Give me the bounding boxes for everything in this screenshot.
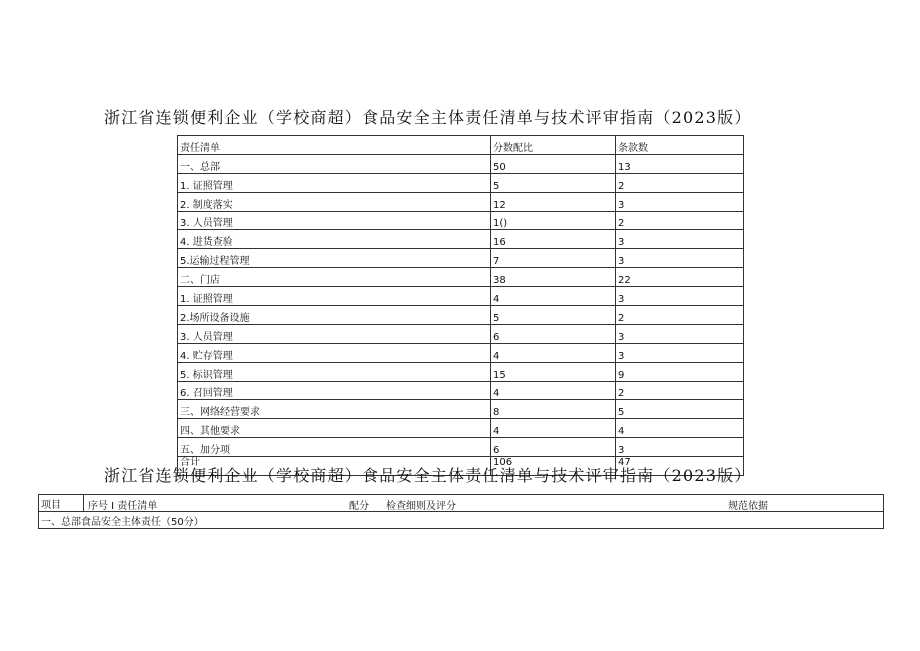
table-row [178, 343, 744, 362]
table-row [178, 192, 744, 211]
cell-score-ratio: 4 [491, 287, 616, 306]
header-item: 项目 [39, 495, 84, 512]
table-row [178, 306, 744, 325]
cell-responsibility: 4. 贮存管理 [178, 343, 491, 362]
cell-clause-count: 3 [616, 192, 744, 211]
table-row [178, 154, 744, 173]
table-row [178, 249, 744, 268]
cell-clause-count: 3 [616, 249, 744, 268]
cell-score-ratio: 8 [491, 400, 616, 419]
document-title-repeat: 浙江省连锁便利企业（学校商超）食品安全主体责任清单与技术评审指南（2023版） [104, 466, 752, 485]
review-guide-table [38, 494, 884, 529]
cell-score-ratio: 16 [491, 230, 616, 249]
cell-score-ratio: 1() [491, 211, 616, 230]
cell-score-ratio: 106 [491, 457, 616, 476]
cell-score-ratio: 12 [491, 192, 616, 211]
cell-clause-count: 3 [616, 324, 744, 343]
cell-clause-count: 5 [616, 400, 744, 419]
cell-clause-count: 47 [616, 457, 744, 476]
cell-clause-count: 4 [616, 419, 744, 438]
cell-score-ratio: 4 [491, 343, 616, 362]
table-header-row [39, 495, 884, 512]
cell-clause-count: 2 [616, 306, 744, 325]
cell-responsibility: 1. 证照管理 [178, 287, 491, 306]
cell-responsibility: 3. 人员管理 [178, 211, 491, 230]
cell-score-ratio: 5 [491, 306, 616, 325]
cell-responsibility: 一、总部 [178, 154, 491, 173]
header-seq-list: 序号 I 责任清单 [88, 501, 158, 512]
cell-responsibility: 2. 制度落实 [178, 192, 491, 211]
cell-responsibility: 2.场所设备设施 [178, 306, 491, 325]
cell-clause-count: 3 [616, 287, 744, 306]
cell-clause-count: 2 [616, 381, 744, 400]
cell-responsibility: 5. 标识管理 [178, 362, 491, 381]
cell-clause-count: 2 [616, 211, 744, 230]
cell-score-ratio: 38 [491, 268, 616, 287]
table-row [178, 268, 744, 287]
header-basis: 规范依据 [728, 501, 768, 512]
table-row [178, 230, 744, 249]
header-criteria: 检查细则及评分 [386, 501, 456, 512]
cell-responsibility: 6. 召回管理 [178, 381, 491, 400]
cell-responsibility: 五、加分项 [178, 438, 491, 457]
cell-score-ratio: 15 [491, 362, 616, 381]
table-row [178, 438, 744, 457]
cell-clause-count: 2 [616, 173, 744, 192]
table-row [178, 324, 744, 343]
cell-score-ratio: 5 [491, 173, 616, 192]
table-row [178, 381, 744, 400]
table-row [178, 287, 744, 306]
cell-clause-count: 13 [616, 154, 744, 173]
cell-responsibility: 5.运输过程管理 [178, 249, 491, 268]
table-row [178, 362, 744, 381]
cell-responsibility: 责任清单 [178, 136, 491, 155]
section-label: 一、总部食品安全主体责任（50分） [39, 512, 884, 529]
cell-responsibility: 合计 [178, 457, 491, 476]
cell-score-ratio: 4 [491, 419, 616, 438]
cell-responsibility: 4. 进货查验 [178, 230, 491, 249]
cell-responsibility: 1. 证照管理 [178, 173, 491, 192]
cell-responsibility: 三、网络经营要求 [178, 400, 491, 419]
cell-clause-count: 3 [616, 343, 744, 362]
cell-score-ratio: 分数配比 [491, 136, 616, 155]
cell-clause-count: 3 [616, 230, 744, 249]
table-row [178, 419, 744, 438]
cell-responsibility: 二、门店 [178, 268, 491, 287]
cell-score-ratio: 6 [491, 438, 616, 457]
table-row [178, 211, 744, 230]
responsibility-summary-table [177, 135, 744, 476]
table-header-row [178, 136, 744, 155]
table-row [178, 173, 744, 192]
cell-clause-count: 9 [616, 362, 744, 381]
cell-responsibility: 3. 人员管理 [178, 324, 491, 343]
section-row [39, 512, 884, 529]
cell-score-ratio: 7 [491, 249, 616, 268]
cell-score-ratio: 4 [491, 381, 616, 400]
cell-clause-count: 条款数 [616, 136, 744, 155]
cell-clause-count: 3 [616, 438, 744, 457]
header-score: 配分 [349, 501, 369, 512]
table-row [178, 400, 744, 419]
cell-clause-count: 22 [616, 268, 744, 287]
cell-score-ratio: 50 [491, 154, 616, 173]
cell-score-ratio: 6 [491, 324, 616, 343]
cell-responsibility: 四、其他要求 [178, 419, 491, 438]
document-title: 浙江省连锁便利企业（学校商超）食品安全主体责任清单与技术评审指南（2023版） [104, 108, 752, 127]
